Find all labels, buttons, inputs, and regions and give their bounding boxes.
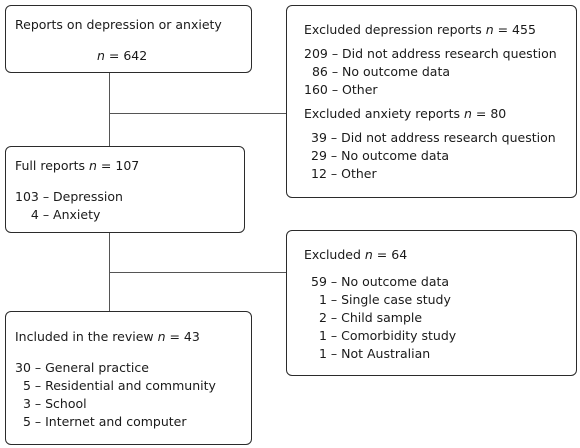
connector-to-excluded-top bbox=[109, 113, 286, 114]
excluded-depression-item: 160 – Other bbox=[304, 82, 378, 97]
excluded-bottom-item: 1 – Single case study bbox=[311, 292, 451, 307]
full-reports-item: 4 – Anxiety bbox=[15, 207, 101, 222]
excluded-anxiety-item: 39 – Did not address research question bbox=[311, 130, 556, 145]
box-excluded-top bbox=[286, 5, 577, 198]
full-reports-title: Full reports n = 107 bbox=[15, 158, 140, 173]
excluded-bottom-item: 1 – Comorbidity study bbox=[311, 328, 457, 343]
box-full-reports bbox=[5, 146, 245, 233]
box-included bbox=[5, 311, 252, 445]
excluded-anxiety-item: 12 – Other bbox=[311, 166, 377, 181]
included-item: 5 – Internet and computer bbox=[15, 414, 187, 429]
box-excluded-bottom bbox=[286, 230, 577, 376]
excluded-depression-item: 86 – No outcome data bbox=[304, 64, 451, 79]
n-symbol: n bbox=[485, 22, 494, 37]
n-symbol: n bbox=[97, 48, 105, 63]
start-title: Reports on depression or anxiety bbox=[15, 17, 222, 32]
included-item: 5 – Residential and community bbox=[15, 378, 216, 393]
full-reports-item: 103 – Depression bbox=[15, 189, 123, 204]
box-reports-identified bbox=[5, 5, 252, 73]
included-title: Included in the review n = 43 bbox=[15, 329, 200, 344]
start-count bbox=[97, 48, 147, 64]
excluded-bottom-title: Excluded n = 64 bbox=[304, 247, 408, 262]
excluded-anxiety-title: Excluded anxiety reports n = 80 bbox=[304, 106, 507, 121]
n-symbol: n bbox=[463, 106, 472, 121]
included-item: 30 – General practice bbox=[15, 360, 149, 375]
n-symbol: n bbox=[364, 247, 373, 262]
included-item: 3 – School bbox=[15, 396, 87, 411]
connector-start-to-full bbox=[109, 73, 110, 146]
excluded-bottom-item: 1 – Not Australian bbox=[311, 346, 431, 361]
count-value: = 642 bbox=[104, 48, 148, 63]
n-symbol: n bbox=[157, 329, 166, 344]
n-symbol: n bbox=[89, 158, 97, 173]
excluded-bottom-item: 59 – No outcome data bbox=[311, 274, 450, 289]
excluded-depression-title: Excluded depression reports n = 455 bbox=[304, 22, 536, 37]
excluded-bottom-item: 2 – Child sample bbox=[311, 310, 423, 325]
connector-to-excluded-bottom bbox=[109, 272, 286, 273]
excluded-depression-item: 209 – Did not address research question bbox=[304, 46, 557, 61]
excluded-anxiety-item: 29 – No outcome data bbox=[311, 148, 450, 163]
